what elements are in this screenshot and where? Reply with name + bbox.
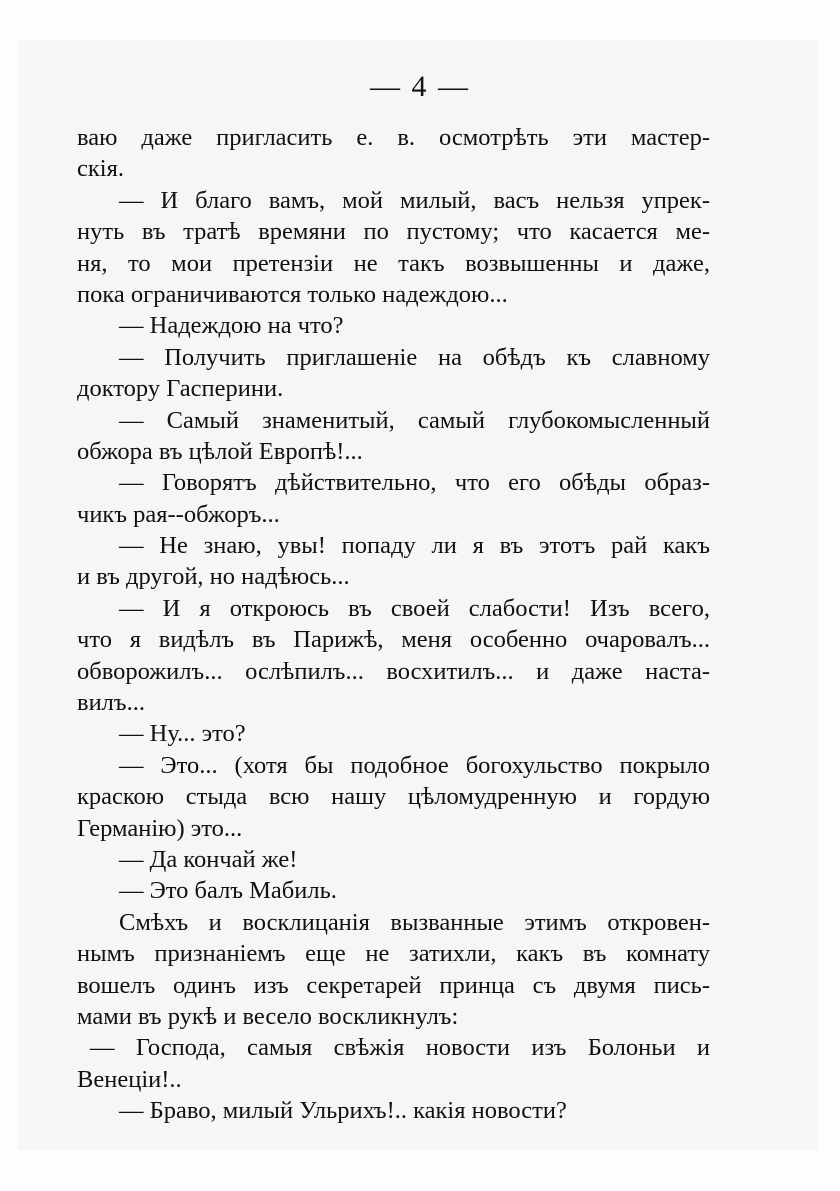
text-line: ваю даже пригласить е. в. осмотрѣть эти мастер- xyxy=(77,124,710,151)
text-line: и въ другой, но надѣюсь... xyxy=(77,563,350,591)
text-line: — Господа, самыя свѣжія новости изъ Болоньи и xyxy=(90,1034,710,1062)
text-line: нымъ признаніемъ еще не затихли, какъ въ комнату xyxy=(77,940,710,968)
text-line: — Это... (хотя бы подобное богохульство покрыло xyxy=(119,751,710,779)
text-line: ня, то мои претензіи не такъ возвышенны и даже, xyxy=(77,249,710,277)
body-text xyxy=(77,122,710,1127)
text-line: обворожилъ... ослѣпилъ... восхитилъ... и даже наста- xyxy=(77,657,710,685)
text-line: — И я откроюсь въ своей слабости! Изъ всего, xyxy=(119,594,710,622)
text-line: скія. xyxy=(77,155,124,183)
text-line: — Да кончай же! xyxy=(119,845,298,873)
page-number: — 4 — xyxy=(370,70,470,103)
text-line: краскою стыда всю нашу цѣломудренную и гордую xyxy=(77,783,710,811)
text-line: мами въ рукѣ и весело воскликнулъ: xyxy=(77,1002,459,1030)
text-line: — Это балъ Мабиль. xyxy=(119,877,337,905)
text-line: вилъ... xyxy=(77,689,145,717)
text-line: — Браво, милый Ульрихъ!.. какія новости? xyxy=(119,1097,567,1125)
text-line: что я видѣлъ въ Парижѣ, меня особенно очаровалъ... xyxy=(77,626,710,654)
text-line: обжора въ цѣлой Европѣ!... xyxy=(77,437,363,465)
text-line: Смѣхъ и восклицанія вызванные этимъ откровен- xyxy=(119,908,710,936)
text-line: нуть въ тратѣ времяни по пустому; что касается ме- xyxy=(77,218,710,246)
text-line: доктору Гасперини. xyxy=(77,375,284,403)
text-line: вошелъ одинъ изъ секретарей принца съ двумя пись- xyxy=(77,971,710,999)
text-line: Венеціи!.. xyxy=(77,1065,182,1093)
text-line: — Ну... это? xyxy=(119,720,246,748)
text-line: Германію) это... xyxy=(77,814,243,842)
text-line: — И благо вамъ, мой милый, васъ нельзя упрек- xyxy=(119,186,710,214)
text-line: пока ограничиваются только надеждою... xyxy=(77,280,508,308)
text-line: — Надеждою на что? xyxy=(119,312,344,340)
text-line: — Самый знаменитый, самый глубокомысленный xyxy=(119,406,710,434)
text-line: — Говорятъ дѣйствительно, что его обѣды образ- xyxy=(119,469,710,497)
text-line: — Получить приглашеніе на обѣдъ къ славному xyxy=(119,343,710,371)
text-line: чикъ рая--обжоръ... xyxy=(77,500,280,528)
text-line: — Не знаю, увы! попаду ли я въ этотъ рай какъ xyxy=(119,532,710,560)
